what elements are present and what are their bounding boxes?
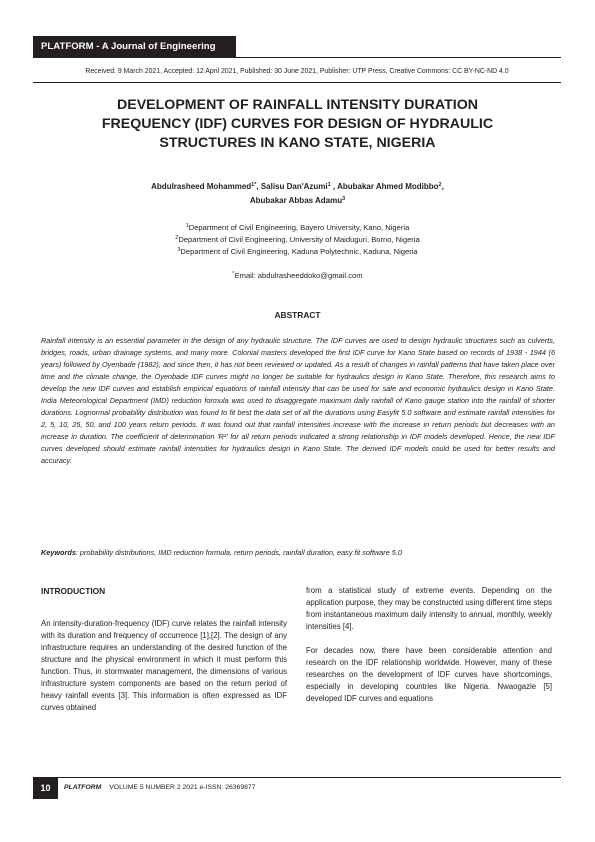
author-name: Abubakar Abbas Adamu xyxy=(249,196,343,205)
body-paragraph: An intensity-duration-frequency (IDF) curve relates the rainfall intensity with its duration and frequency of occurrence [1],[2]. The design of any infrastructure requires an understanding of the desired function of the structure and the physical environment in which it must perform this function. Thus, in stormwater management, the dimensions of various infrastructure system components are based on the return period of heavy rainfall events [3]. This information is often expressed as IDF curves obtained xyxy=(41,619,287,712)
keywords-label: Keywords xyxy=(41,548,76,557)
author-name: Salisu Dan'Azumi xyxy=(260,182,328,191)
author-affiliation-mark: 1* xyxy=(251,182,257,188)
affiliation-mark: 3 xyxy=(177,247,181,253)
title-line: DEVELOPMENT OF RAINFALL INTENSITY DURATION xyxy=(116,97,478,113)
author-name: Abubakar Ahmed Modibbo xyxy=(337,182,439,191)
title-line: FREQUENCY (IDF) CURVES FOR DESIGN OF HYDRAULIC xyxy=(101,116,494,132)
dates-divider xyxy=(33,82,561,83)
author-separator: , xyxy=(330,182,338,191)
affiliation-text: Department of Civil Engineering, Kaduna Polytechnic, Kaduna, Nigeria xyxy=(180,247,418,256)
corresponding-email xyxy=(50,270,545,282)
paper-title xyxy=(50,96,545,153)
affiliation xyxy=(50,234,545,246)
page-number: 10 xyxy=(33,777,58,799)
author-list xyxy=(50,180,545,208)
email-text: Email: abdulrasheeddoko@gmail.com xyxy=(234,271,363,280)
affiliation-text: Department of Civil Engineering, Bayero University, Kano, Nigeria xyxy=(188,223,410,232)
author-line xyxy=(50,194,545,208)
affiliation xyxy=(50,222,545,234)
email-mark: * xyxy=(232,271,235,277)
affiliation-mark: 1 xyxy=(185,223,189,229)
abstract-body: Rainfall intensity is an essential parameter in the design of any hydraulic structure. The IDF curves are used to design hydraulic structures such as culverts, bridges, roads, urban drainage systems, and many more. Colonial masters developed the first IDF curve for Kano State based on records of 1938 - 1944 (6 years) followed by Oyenbade (1982), and since then, it has not been reviewed or updated. As a result of changes in rainfall patterns that have taken place over time and the climate change, the Oyenbade IDF curves might no longer be suitable for hydraulics design in Kano State. Therefore, this research aims to develop the new IDF curves and establish empirical equations of rainfall intensity that can be used for safe and economic hydraulics design in Kano State. India Meteorological Department (IMD) reduction formula was used to disaggregate maximum daily rainfall of Kano gauge station into the rainfall of shorter durations. Lognormal probability distribution was found to fit best the data set of all the durations using Easyfit 5.0 software and estimate rainfall intensities for 2, 5, 10, 25, 50, and 100 years return periods. It was found out that rainfall intensities increase with the increase in return periods but decreases with an increase in duration. The coefficient of determination 'R²' for all return periods indicated a strong relationship in IDF models developed. Hence, the new IDF curves developed should estimate rainfall intensities for hydraulics design in Kano State. The derived IDF models could be used for better results and accuracy. xyxy=(41,336,555,465)
author-separator: , xyxy=(441,182,444,191)
publication-dates: Received: 9 March 2021, Accepted: 12 April 2021, Published: 30 June 2021, Publisher: UTP Press, Creative Commons: CC BY-NC-ND 4.0 xyxy=(85,68,509,75)
keywords xyxy=(41,547,555,559)
footer-info xyxy=(64,777,255,799)
author-affiliation-mark: 3 xyxy=(342,196,346,202)
author-affiliation-mark: 2 xyxy=(438,182,442,188)
affiliation-text: Department of Civil Engineering, University of Maiduguri, Borno, Nigeria xyxy=(178,235,420,244)
introduction-heading: INTRODUCTION xyxy=(41,586,106,596)
affiliation-mark: 2 xyxy=(175,235,179,241)
author-name: Abdulrasheed Mohammed xyxy=(151,182,252,191)
journal-banner: PLATFORM - A Journal of Engineering xyxy=(33,36,236,58)
author-line xyxy=(50,180,545,194)
affiliation-list xyxy=(50,222,545,258)
keywords-text: : probability distributions, IMD reduction formula, return periods, rainfall duration, easy fit software 5.0 xyxy=(75,548,402,557)
title-line: STRUCTURES IN KANO STATE, NIGERIA xyxy=(159,135,436,151)
left-column xyxy=(41,585,287,714)
affiliation xyxy=(50,246,545,258)
header-divider xyxy=(33,57,561,58)
author-affiliation-mark: 1 xyxy=(327,182,331,188)
footer-volume: VOLUME 5 NUMBER 2 2021 e-ISSN: 26369877 xyxy=(109,784,256,791)
body-paragraph: For decades now, there have been considerable attention and research on the IDF relationship worldwide. However, many of these researches on the development of IDF curves have shortcomings, especially in developing countries like Nigeria. Nwaogazie [5] developed IDF curves and equations xyxy=(306,646,552,703)
author-separator: , xyxy=(256,182,261,191)
right-column xyxy=(306,585,552,705)
abstract-heading: ABSTRACT xyxy=(274,310,321,320)
footer-brand: PLATFORM xyxy=(64,784,102,791)
body-paragraph: from a statistical study of extreme events. Depending on the application purpose, they may be constructed using different time steps from instantaneous maximum daily intensity to annual, monthly, weekly intensities [4]. xyxy=(306,586,552,631)
